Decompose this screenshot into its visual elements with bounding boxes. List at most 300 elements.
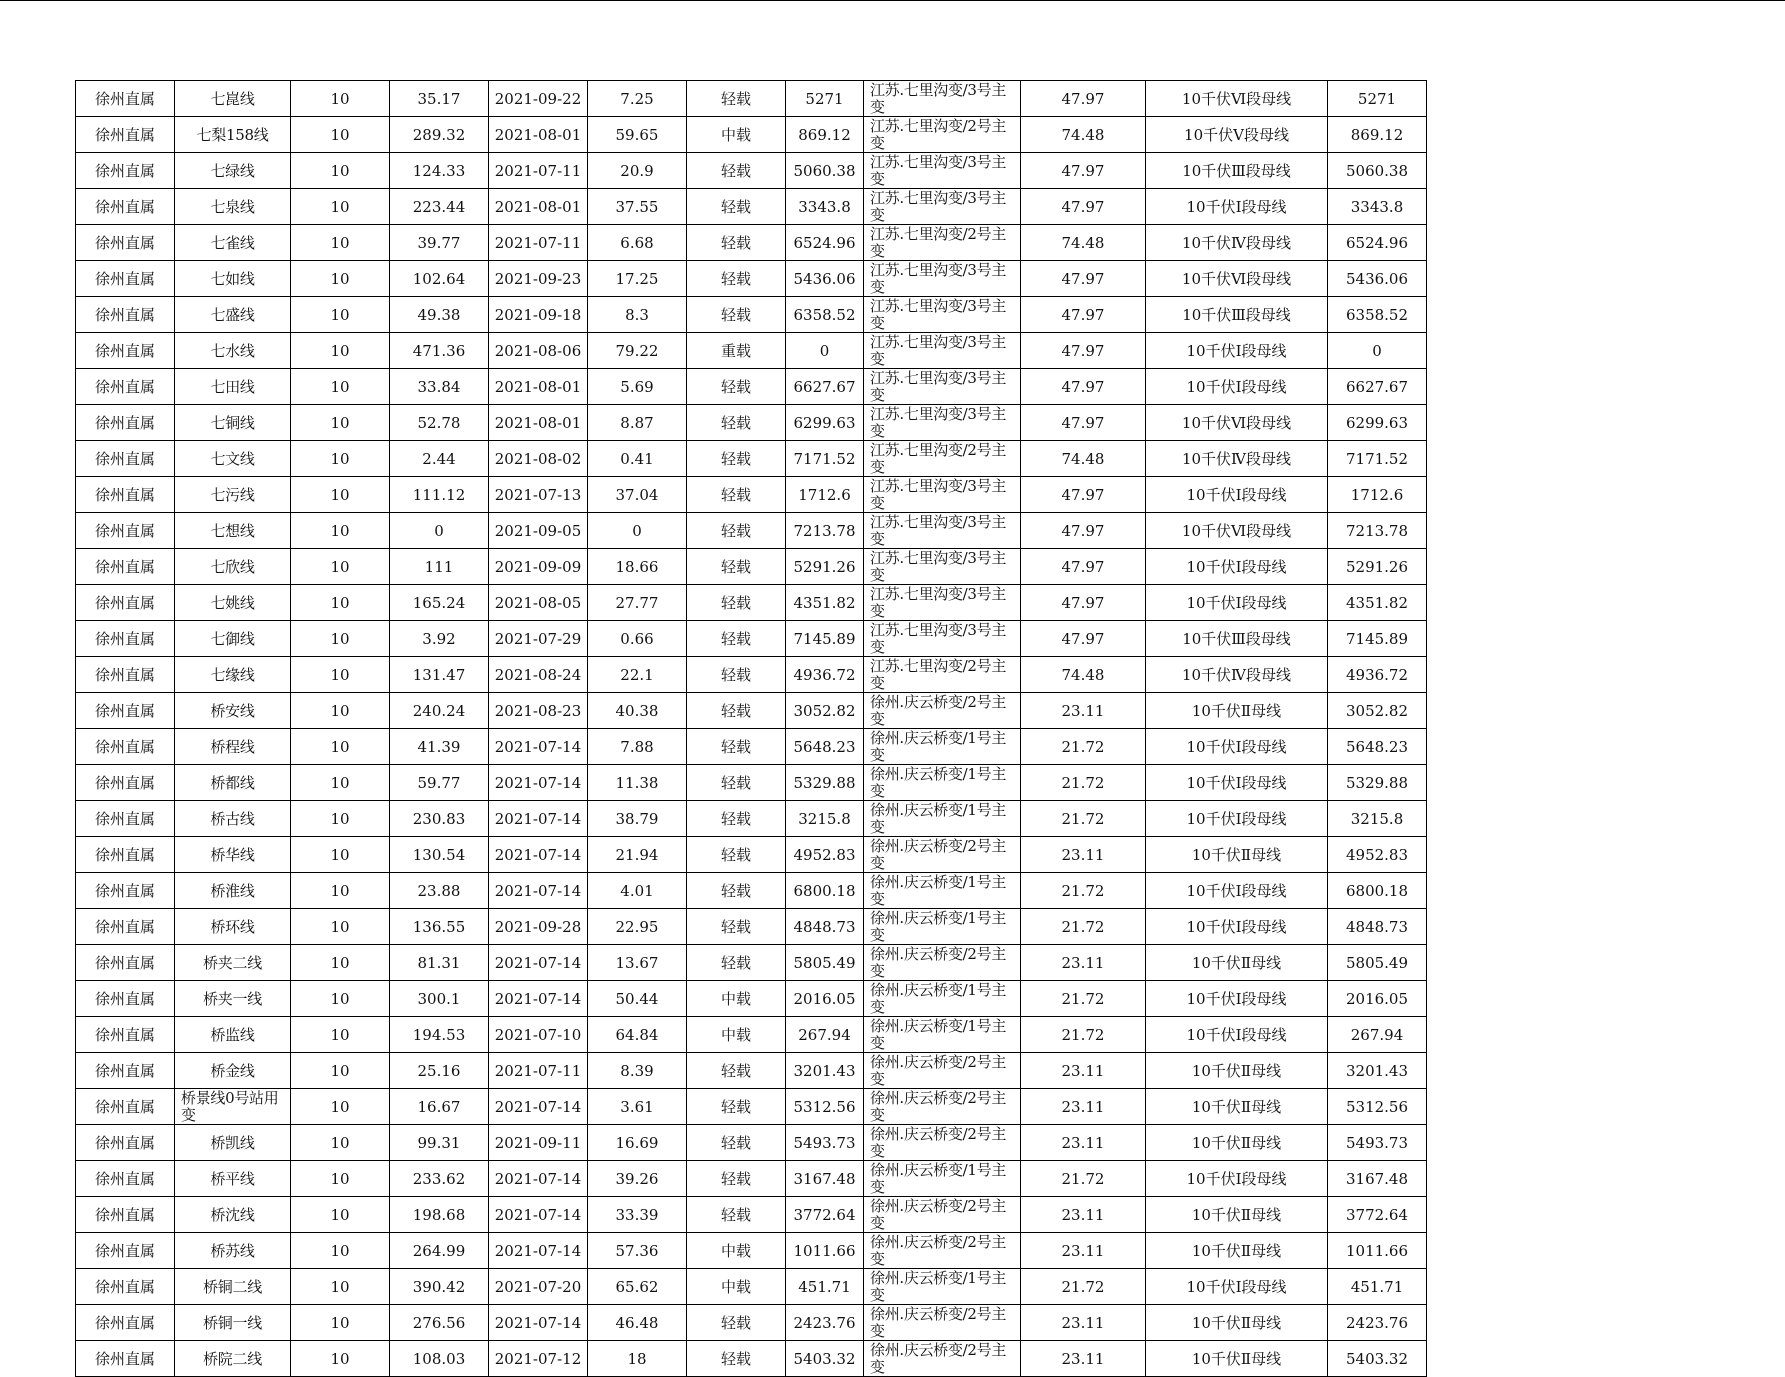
load-status-cell: 轻载 (687, 297, 786, 333)
available-capacity-cell: 5060.38 (786, 153, 864, 189)
busbar-cell: 10千伏Ⅳ段母线 (1146, 225, 1328, 261)
voltage-cell: 10 (291, 153, 390, 189)
available-capacity-cell: 3215.8 (786, 801, 864, 837)
load-rate-cell: 65.62 (588, 1269, 687, 1305)
load-rate-cell: 7.88 (588, 729, 687, 765)
unit-cell: 徐州直属 (76, 621, 175, 657)
available-capacity-cell: 6358.52 (786, 297, 864, 333)
table-row (76, 657, 1427, 693)
substation-transformer-cell: 徐州.庆云桥变/1号主变 (864, 909, 1021, 945)
unit-cell: 徐州直属 (76, 1125, 175, 1161)
table-row (76, 333, 1427, 369)
remaining-capacity-cell: 4848.73 (1328, 909, 1427, 945)
transformer-load-rate-cell: 74.48 (1021, 117, 1146, 153)
load-status-cell: 轻载 (687, 945, 786, 981)
transformer-load-rate-cell: 23.11 (1021, 1053, 1146, 1089)
date-cell: 2021-07-11 (489, 153, 588, 189)
table-row (76, 441, 1427, 477)
voltage-cell: 10 (291, 405, 390, 441)
remaining-capacity-cell: 5060.38 (1328, 153, 1427, 189)
date-cell: 2021-07-14 (489, 1089, 588, 1125)
line-name-cell: 桥凯线 (175, 1125, 291, 1161)
substation-transformer-cell: 徐州.庆云桥变/1号主变 (864, 1161, 1021, 1197)
load-status-cell: 轻载 (687, 1053, 786, 1089)
remaining-capacity-cell: 7171.52 (1328, 441, 1427, 477)
busbar-cell: 10千伏Ⅰ段母线 (1146, 333, 1328, 369)
load-status-cell: 轻载 (687, 549, 786, 585)
table-row (76, 225, 1427, 261)
voltage-cell: 10 (291, 1305, 390, 1341)
line-name-cell: 七姚线 (175, 585, 291, 621)
available-capacity-cell: 869.12 (786, 117, 864, 153)
unit-cell: 徐州直属 (76, 1269, 175, 1305)
current-cell: 194.53 (390, 1017, 489, 1053)
busbar-cell: 10千伏Ⅱ母线 (1146, 1197, 1328, 1233)
line-name-cell: 桥淮线 (175, 873, 291, 909)
table-row (76, 981, 1427, 1017)
voltage-cell: 10 (291, 621, 390, 657)
available-capacity-cell: 5436.06 (786, 261, 864, 297)
load-rate-cell: 0 (588, 513, 687, 549)
table-row (76, 549, 1427, 585)
substation-transformer-cell: 徐州.庆云桥变/2号主变 (864, 1125, 1021, 1161)
load-status-cell: 轻载 (687, 621, 786, 657)
current-cell: 99.31 (390, 1125, 489, 1161)
available-capacity-cell: 3201.43 (786, 1053, 864, 1089)
current-cell: 39.77 (390, 225, 489, 261)
load-rate-cell: 17.25 (588, 261, 687, 297)
available-capacity-cell: 5403.32 (786, 1341, 864, 1377)
unit-cell: 徐州直属 (76, 477, 175, 513)
transformer-load-rate-cell: 21.72 (1021, 1017, 1146, 1053)
unit-cell: 徐州直属 (76, 1053, 175, 1089)
voltage-cell: 10 (291, 693, 390, 729)
current-cell: 108.03 (390, 1341, 489, 1377)
voltage-cell: 10 (291, 1017, 390, 1053)
remaining-capacity-cell: 451.71 (1328, 1269, 1427, 1305)
current-cell: 111 (390, 549, 489, 585)
busbar-cell: 10千伏Ⅱ母线 (1146, 1125, 1328, 1161)
table-row (76, 693, 1427, 729)
load-rate-cell: 21.94 (588, 837, 687, 873)
date-cell: 2021-07-14 (489, 1305, 588, 1341)
transformer-load-rate-cell: 23.11 (1021, 1125, 1146, 1161)
remaining-capacity-cell: 4936.72 (1328, 657, 1427, 693)
load-status-cell: 轻载 (687, 477, 786, 513)
voltage-cell: 10 (291, 333, 390, 369)
unit-cell: 徐州直属 (76, 333, 175, 369)
busbar-cell: 10千伏Ⅱ母线 (1146, 693, 1328, 729)
line-name-cell: 桥环线 (175, 909, 291, 945)
unit-cell: 徐州直属 (76, 765, 175, 801)
transformer-load-rate-cell: 47.97 (1021, 369, 1146, 405)
unit-cell: 徐州直属 (76, 1161, 175, 1197)
date-cell: 2021-08-01 (489, 369, 588, 405)
unit-cell: 徐州直属 (76, 693, 175, 729)
remaining-capacity-cell: 5312.56 (1328, 1089, 1427, 1125)
current-cell: 300.1 (390, 981, 489, 1017)
table-row (76, 765, 1427, 801)
transformer-load-rate-cell: 21.72 (1021, 729, 1146, 765)
load-rate-cell: 46.48 (588, 1305, 687, 1341)
available-capacity-cell: 3772.64 (786, 1197, 864, 1233)
busbar-cell: 10千伏Ⅰ段母线 (1146, 189, 1328, 225)
available-capacity-cell: 5805.49 (786, 945, 864, 981)
remaining-capacity-cell: 7145.89 (1328, 621, 1427, 657)
transformer-load-rate-cell: 23.11 (1021, 1305, 1146, 1341)
load-rate-cell: 79.22 (588, 333, 687, 369)
busbar-cell: 10千伏Ⅰ段母线 (1146, 585, 1328, 621)
load-status-cell: 中载 (687, 981, 786, 1017)
table-row (76, 1341, 1427, 1377)
load-status-cell: 重载 (687, 333, 786, 369)
date-cell: 2021-07-14 (489, 873, 588, 909)
table-row (76, 873, 1427, 909)
load-rate-cell: 22.1 (588, 657, 687, 693)
transformer-load-rate-cell: 21.72 (1021, 801, 1146, 837)
voltage-cell: 10 (291, 1197, 390, 1233)
load-rate-cell: 13.67 (588, 945, 687, 981)
busbar-cell: 10千伏Ⅱ母线 (1146, 1233, 1328, 1269)
unit-cell: 徐州直属 (76, 585, 175, 621)
transformer-load-rate-cell: 47.97 (1021, 621, 1146, 657)
unit-cell: 徐州直属 (76, 225, 175, 261)
transformer-load-rate-cell: 23.11 (1021, 837, 1146, 873)
load-rate-cell: 22.95 (588, 909, 687, 945)
table-row (76, 909, 1427, 945)
available-capacity-cell: 6627.67 (786, 369, 864, 405)
current-cell: 289.32 (390, 117, 489, 153)
available-capacity-cell: 6524.96 (786, 225, 864, 261)
date-cell: 2021-09-11 (489, 1125, 588, 1161)
busbar-cell: 10千伏Ⅰ段母线 (1146, 909, 1328, 945)
remaining-capacity-cell: 5329.88 (1328, 765, 1427, 801)
date-cell: 2021-08-01 (489, 405, 588, 441)
date-cell: 2021-08-06 (489, 333, 588, 369)
load-status-cell: 轻载 (687, 1305, 786, 1341)
current-cell: 165.24 (390, 585, 489, 621)
transformer-load-rate-cell: 23.11 (1021, 1089, 1146, 1125)
voltage-cell: 10 (291, 765, 390, 801)
date-cell: 2021-08-05 (489, 585, 588, 621)
substation-transformer-cell: 江苏.七里沟变/3号主变 (864, 153, 1021, 189)
remaining-capacity-cell: 3201.43 (1328, 1053, 1427, 1089)
line-name-cell: 七绿线 (175, 153, 291, 189)
load-status-cell: 中载 (687, 1017, 786, 1053)
load-status-cell: 轻载 (687, 801, 786, 837)
data-table (75, 80, 1427, 1377)
voltage-cell: 10 (291, 1341, 390, 1377)
current-cell: 59.77 (390, 765, 489, 801)
load-rate-cell: 33.39 (588, 1197, 687, 1233)
transformer-load-rate-cell: 21.72 (1021, 981, 1146, 1017)
table-row (76, 513, 1427, 549)
line-name-cell: 七缘线 (175, 657, 291, 693)
table-row (76, 585, 1427, 621)
substation-transformer-cell: 江苏.七里沟变/3号主变 (864, 261, 1021, 297)
load-status-cell: 轻载 (687, 81, 786, 117)
line-name-cell: 桥景线0号站用变 (175, 1089, 291, 1125)
table-row (76, 1233, 1427, 1269)
current-cell: 35.17 (390, 81, 489, 117)
line-name-cell: 桥安线 (175, 693, 291, 729)
transformer-load-rate-cell: 23.11 (1021, 1233, 1146, 1269)
substation-transformer-cell: 徐州.庆云桥变/2号主变 (864, 1053, 1021, 1089)
transformer-load-rate-cell: 21.72 (1021, 765, 1146, 801)
voltage-cell: 10 (291, 225, 390, 261)
substation-transformer-cell: 徐州.庆云桥变/1号主变 (864, 873, 1021, 909)
table-row (76, 117, 1427, 153)
load-rate-cell: 11.38 (588, 765, 687, 801)
current-cell: 240.24 (390, 693, 489, 729)
load-rate-cell: 37.04 (588, 477, 687, 513)
substation-transformer-cell: 徐州.庆云桥变/2号主变 (864, 945, 1021, 981)
date-cell: 2021-07-14 (489, 1161, 588, 1197)
remaining-capacity-cell: 869.12 (1328, 117, 1427, 153)
table-row (76, 1089, 1427, 1125)
date-cell: 2021-08-01 (489, 117, 588, 153)
transformer-load-rate-cell: 47.97 (1021, 549, 1146, 585)
transformer-load-rate-cell: 47.97 (1021, 585, 1146, 621)
date-cell: 2021-07-13 (489, 477, 588, 513)
table-row (76, 837, 1427, 873)
substation-transformer-cell: 徐州.庆云桥变/2号主变 (864, 1233, 1021, 1269)
load-rate-cell: 4.01 (588, 873, 687, 909)
line-name-cell: 桥程线 (175, 729, 291, 765)
substation-transformer-cell: 徐州.庆云桥变/2号主变 (864, 693, 1021, 729)
line-name-cell: 桥铜一线 (175, 1305, 291, 1341)
busbar-cell: 10千伏Ⅰ段母线 (1146, 873, 1328, 909)
remaining-capacity-cell: 1011.66 (1328, 1233, 1427, 1269)
voltage-cell: 10 (291, 81, 390, 117)
date-cell: 2021-09-05 (489, 513, 588, 549)
line-name-cell: 七铜线 (175, 405, 291, 441)
load-status-cell: 中载 (687, 117, 786, 153)
available-capacity-cell: 1011.66 (786, 1233, 864, 1269)
unit-cell: 徐州直属 (76, 369, 175, 405)
unit-cell: 徐州直属 (76, 189, 175, 225)
transformer-load-rate-cell: 23.11 (1021, 1197, 1146, 1233)
transformer-load-rate-cell: 74.48 (1021, 657, 1146, 693)
busbar-cell: 10千伏Ⅰ段母线 (1146, 1269, 1328, 1305)
remaining-capacity-cell: 5436.06 (1328, 261, 1427, 297)
busbar-cell: 10千伏Ⅱ母线 (1146, 945, 1328, 981)
current-cell: 49.38 (390, 297, 489, 333)
current-cell: 136.55 (390, 909, 489, 945)
remaining-capacity-cell: 3167.48 (1328, 1161, 1427, 1197)
line-name-cell: 桥华线 (175, 837, 291, 873)
current-cell: 390.42 (390, 1269, 489, 1305)
busbar-cell: 10千伏Ⅰ段母线 (1146, 477, 1328, 513)
load-rate-cell: 59.65 (588, 117, 687, 153)
line-name-cell: 七想线 (175, 513, 291, 549)
load-status-cell: 轻载 (687, 909, 786, 945)
substation-transformer-cell: 江苏.七里沟变/2号主变 (864, 441, 1021, 477)
substation-transformer-cell: 江苏.七里沟变/3号主变 (864, 333, 1021, 369)
line-name-cell: 桥古线 (175, 801, 291, 837)
date-cell: 2021-09-28 (489, 909, 588, 945)
table-row (76, 1053, 1427, 1089)
line-name-cell: 七田线 (175, 369, 291, 405)
date-cell: 2021-09-09 (489, 549, 588, 585)
current-cell: 41.39 (390, 729, 489, 765)
unit-cell: 徐州直属 (76, 1089, 175, 1125)
busbar-cell: 10千伏Ⅱ母线 (1146, 1089, 1328, 1125)
current-cell: 131.47 (390, 657, 489, 693)
transformer-load-rate-cell: 47.97 (1021, 297, 1146, 333)
substation-transformer-cell: 江苏.七里沟变/3号主变 (864, 405, 1021, 441)
substation-transformer-cell: 江苏.七里沟变/2号主变 (864, 657, 1021, 693)
line-name-cell: 桥苏线 (175, 1233, 291, 1269)
load-rate-cell: 0.66 (588, 621, 687, 657)
available-capacity-cell: 5648.23 (786, 729, 864, 765)
date-cell: 2021-07-14 (489, 945, 588, 981)
load-rate-cell: 6.68 (588, 225, 687, 261)
substation-transformer-cell: 徐州.庆云桥变/2号主变 (864, 1341, 1021, 1377)
load-rate-cell: 18.66 (588, 549, 687, 585)
substation-transformer-cell: 徐州.庆云桥变/1号主变 (864, 765, 1021, 801)
available-capacity-cell: 1712.6 (786, 477, 864, 513)
load-status-cell: 轻载 (687, 693, 786, 729)
load-rate-cell: 0.41 (588, 441, 687, 477)
voltage-cell: 10 (291, 189, 390, 225)
remaining-capacity-cell: 0 (1328, 333, 1427, 369)
line-name-cell: 桥铜二线 (175, 1269, 291, 1305)
line-name-cell: 桥院二线 (175, 1341, 291, 1377)
transformer-load-rate-cell: 47.97 (1021, 189, 1146, 225)
table-body (76, 81, 1427, 1377)
unit-cell: 徐州直属 (76, 81, 175, 117)
voltage-cell: 10 (291, 1125, 390, 1161)
load-rate-cell: 5.69 (588, 369, 687, 405)
unit-cell: 徐州直属 (76, 909, 175, 945)
current-cell: 233.62 (390, 1161, 489, 1197)
date-cell: 2021-07-14 (489, 801, 588, 837)
line-name-cell: 七如线 (175, 261, 291, 297)
remaining-capacity-cell: 5271 (1328, 81, 1427, 117)
unit-cell: 徐州直属 (76, 1017, 175, 1053)
unit-cell: 徐州直属 (76, 549, 175, 585)
load-rate-cell: 39.26 (588, 1161, 687, 1197)
busbar-cell: 10千伏Ⅰ段母线 (1146, 1017, 1328, 1053)
load-rate-cell: 64.84 (588, 1017, 687, 1053)
line-name-cell: 七崑线 (175, 81, 291, 117)
busbar-cell: 10千伏Ⅲ段母线 (1146, 297, 1328, 333)
load-status-cell: 轻载 (687, 1161, 786, 1197)
date-cell: 2021-07-14 (489, 1197, 588, 1233)
load-status-cell: 中载 (687, 1233, 786, 1269)
busbar-cell: 10千伏Ⅵ段母线 (1146, 261, 1328, 297)
available-capacity-cell: 3167.48 (786, 1161, 864, 1197)
busbar-cell: 10千伏Ⅴ段母线 (1146, 117, 1328, 153)
date-cell: 2021-08-02 (489, 441, 588, 477)
table-row (76, 801, 1427, 837)
table-row (76, 189, 1427, 225)
table-row (76, 405, 1427, 441)
table-row (76, 1125, 1427, 1161)
available-capacity-cell: 4848.73 (786, 909, 864, 945)
current-cell: 471.36 (390, 333, 489, 369)
line-name-cell: 七盛线 (175, 297, 291, 333)
remaining-capacity-cell: 3215.8 (1328, 801, 1427, 837)
substation-transformer-cell: 江苏.七里沟变/3号主变 (864, 189, 1021, 225)
remaining-capacity-cell: 4351.82 (1328, 585, 1427, 621)
date-cell: 2021-07-14 (489, 765, 588, 801)
remaining-capacity-cell: 5648.23 (1328, 729, 1427, 765)
voltage-cell: 10 (291, 261, 390, 297)
remaining-capacity-cell: 2016.05 (1328, 981, 1427, 1017)
voltage-cell: 10 (291, 549, 390, 585)
substation-transformer-cell: 江苏.七里沟变/3号主变 (864, 621, 1021, 657)
line-name-cell: 桥监线 (175, 1017, 291, 1053)
substation-transformer-cell: 徐州.庆云桥变/2号主变 (864, 1197, 1021, 1233)
transformer-load-rate-cell: 47.97 (1021, 81, 1146, 117)
voltage-cell: 10 (291, 297, 390, 333)
table-row (76, 1269, 1427, 1305)
remaining-capacity-cell: 4952.83 (1328, 837, 1427, 873)
load-status-cell: 轻载 (687, 189, 786, 225)
remaining-capacity-cell: 7213.78 (1328, 513, 1427, 549)
transformer-load-rate-cell: 74.48 (1021, 441, 1146, 477)
busbar-cell: 10千伏Ⅰ段母线 (1146, 369, 1328, 405)
load-status-cell: 轻载 (687, 1125, 786, 1161)
table-row (76, 621, 1427, 657)
load-status-cell: 轻载 (687, 873, 786, 909)
load-status-cell: 轻载 (687, 729, 786, 765)
substation-transformer-cell: 江苏.七里沟变/2号主变 (864, 225, 1021, 261)
available-capacity-cell: 6800.18 (786, 873, 864, 909)
load-rate-cell: 37.55 (588, 189, 687, 225)
load-rate-cell: 18 (588, 1341, 687, 1377)
load-status-cell: 轻载 (687, 261, 786, 297)
available-capacity-cell: 7145.89 (786, 621, 864, 657)
transformer-load-rate-cell: 23.11 (1021, 1341, 1146, 1377)
remaining-capacity-cell: 5291.26 (1328, 549, 1427, 585)
unit-cell: 徐州直属 (76, 261, 175, 297)
table-row (76, 297, 1427, 333)
load-rate-cell: 8.39 (588, 1053, 687, 1089)
available-capacity-cell: 5271 (786, 81, 864, 117)
current-cell: 264.99 (390, 1233, 489, 1269)
load-rate-cell: 50.44 (588, 981, 687, 1017)
substation-transformer-cell: 徐州.庆云桥变/2号主变 (864, 1089, 1021, 1125)
load-status-cell: 轻载 (687, 837, 786, 873)
unit-cell: 徐州直属 (76, 1233, 175, 1269)
line-name-cell: 桥夹一线 (175, 981, 291, 1017)
substation-transformer-cell: 江苏.七里沟变/3号主变 (864, 477, 1021, 513)
transformer-load-rate-cell: 47.97 (1021, 405, 1146, 441)
busbar-cell: 10千伏Ⅰ段母线 (1146, 729, 1328, 765)
table-row (76, 1197, 1427, 1233)
voltage-cell: 10 (291, 945, 390, 981)
available-capacity-cell: 451.71 (786, 1269, 864, 1305)
unit-cell: 徐州直属 (76, 657, 175, 693)
table-row (76, 729, 1427, 765)
available-capacity-cell: 2016.05 (786, 981, 864, 1017)
busbar-cell: 10千伏Ⅵ段母线 (1146, 513, 1328, 549)
substation-transformer-cell: 江苏.七里沟变/3号主变 (864, 297, 1021, 333)
unit-cell: 徐州直属 (76, 837, 175, 873)
load-rate-cell: 3.61 (588, 1089, 687, 1125)
table-row (76, 1017, 1427, 1053)
date-cell: 2021-09-23 (489, 261, 588, 297)
load-status-cell: 轻载 (687, 1197, 786, 1233)
date-cell: 2021-08-24 (489, 657, 588, 693)
unit-cell: 徐州直属 (76, 945, 175, 981)
load-status-cell: 轻载 (687, 441, 786, 477)
available-capacity-cell: 4351.82 (786, 585, 864, 621)
voltage-cell: 10 (291, 441, 390, 477)
